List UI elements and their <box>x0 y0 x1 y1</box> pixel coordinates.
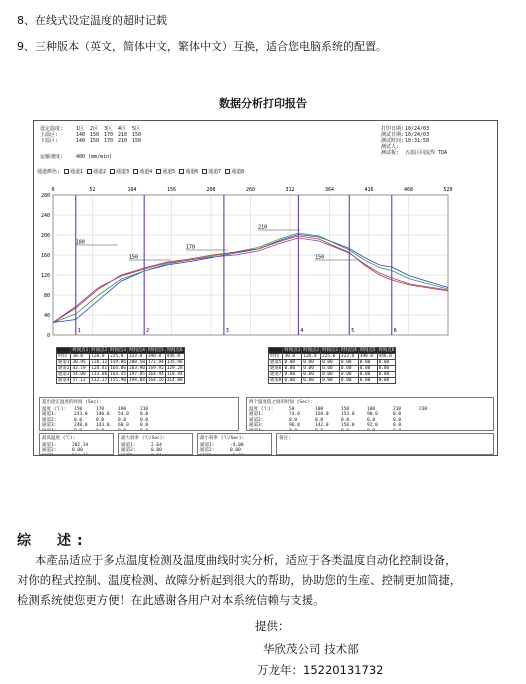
table-header-cell: 时间点2 <box>91 348 108 353</box>
stats-cell <box>140 429 162 431</box>
param-row <box>40 138 146 144</box>
param-label: 设定温度: <box>40 126 64 132</box>
table-cell: 390.0 <box>358 354 377 360</box>
table-cell: 197.85 <box>129 372 145 377</box>
summary-section <box>17 530 89 550</box>
meta-label: 测试日期: <box>381 132 405 138</box>
table-cell: 133.88 <box>91 372 108 377</box>
table-cell: 30.0 <box>71 354 90 360</box>
table-cell: 57.12 <box>71 378 90 384</box>
stats-cell <box>341 429 367 431</box>
stats-header-cell: 190 <box>118 406 127 412</box>
stats-header-cell: 180 <box>367 406 376 412</box>
stats-cell: 248.0 <box>74 423 88 429</box>
channel-checkbox <box>87 169 92 174</box>
table-header-cell: 时间点5 <box>147 348 164 353</box>
feature-item-8: 8、在线式设定温度的超时记载 <box>17 14 167 27</box>
table-cell: 0.00 <box>358 360 377 366</box>
param-value: 150 <box>132 132 142 138</box>
y-tick-label: 0 <box>46 333 50 339</box>
channel-checkbox-item <box>64 169 83 175</box>
table-cell: 30.0 <box>283 354 302 360</box>
stats-cell <box>249 429 289 431</box>
y-tick-label: 200 <box>40 233 50 239</box>
stats-cell: 92.0 <box>367 423 378 429</box>
table-cell: 120.0 <box>302 354 321 360</box>
x-tick-label: 52 <box>89 187 96 193</box>
table-cell: 通道1 <box>58 360 70 365</box>
stats-cell: 54.0 <box>118 412 129 418</box>
stats-cell: 0.0 <box>315 417 324 423</box>
threshold-label: 150 <box>128 254 138 261</box>
table-cell: 0.00 <box>302 378 321 384</box>
table-cell: 155.90 <box>110 378 127 383</box>
stats-cell: 0.00 <box>151 448 162 454</box>
stats-cell: 143.0 <box>96 423 110 429</box>
table-cell: 132.27 <box>91 378 108 383</box>
table-cell: 323.0 <box>339 354 358 360</box>
stats-cell: 96.0 <box>289 423 300 429</box>
stats-box <box>197 433 272 455</box>
channel-name: 通道3 <box>116 169 130 175</box>
time-marker-label: 4 <box>300 328 304 334</box>
time-marker-label: 2 <box>146 328 150 334</box>
table-cell: 42.19 <box>71 366 90 372</box>
stats-cell: 0.0 <box>74 417 83 423</box>
stats-cell: 0.0 <box>140 412 149 418</box>
stats-row <box>42 429 236 431</box>
param-value: 5区 <box>132 126 141 132</box>
stats-box <box>246 397 494 431</box>
table-cell: 390.0 <box>146 354 165 360</box>
x-tick-label: 104 <box>127 187 137 193</box>
threshold-label: 210 <box>258 224 268 231</box>
stats-cell <box>315 429 341 431</box>
stats-header-cell: 150 <box>341 406 350 412</box>
param-value: 140 <box>76 138 86 144</box>
channel-name: 通道1 <box>70 169 84 175</box>
summary-paragraph-2: 对你的程式控制、温度检测、故障分析起到很大的帮助，协助您的生産、控制更加简捷， <box>17 573 462 587</box>
stats-cell: 通道2: <box>42 448 57 454</box>
channel-name: 通道8 <box>231 169 245 175</box>
meta-value: 10:31:58 <box>405 138 430 144</box>
stats-box-title: 超出指定温度的时间 (Sec): <box>42 400 102 405</box>
channel-checkbox <box>202 169 207 174</box>
stats-header-cell: 温度 (℃): <box>42 406 67 412</box>
table-cell: 225.0 <box>321 354 340 360</box>
stats-cell <box>74 429 96 431</box>
meta-value: 10/24/03 <box>405 132 430 138</box>
table-cell: 194.04 <box>129 378 145 383</box>
table-cell: 0.00 <box>283 378 302 384</box>
meta-row <box>381 150 447 156</box>
stats-cell <box>289 429 315 431</box>
stats-cell: 2.64 <box>151 442 162 448</box>
table-cell: 323.0 <box>128 354 147 360</box>
stats-cell: 243.0 <box>74 412 88 418</box>
table-cell: 通道6 <box>270 366 282 371</box>
table-header-cell: 时间点2 <box>303 348 320 353</box>
param-value: 140 <box>76 132 86 138</box>
param-value: 3区 <box>104 126 113 132</box>
table-cell: 54.00 <box>71 372 90 378</box>
stats-cell: 通道1: <box>249 412 264 418</box>
x-tick-label: 416 <box>364 187 374 193</box>
param-value: 2区 <box>90 126 99 132</box>
stats-header-cell: 50 <box>289 406 295 412</box>
stats-cell <box>200 454 230 455</box>
table-cell: 0.00 <box>358 372 377 378</box>
speed-label: 运输速度: <box>40 154 64 160</box>
stats-cell: 0.00 <box>72 448 83 454</box>
table-cell: 446.0 <box>377 354 396 360</box>
meta-label: 测试板: <box>381 150 400 156</box>
stats-cell: 通道1: <box>42 442 57 448</box>
y-tick-label: 40 <box>43 313 50 319</box>
table-cell: 通道7 <box>270 372 282 377</box>
table-header-cell: 时间点5 <box>359 348 376 353</box>
stats-cell: 142.0 <box>315 423 329 429</box>
stats-cell: 通道2: <box>200 448 215 454</box>
table-cell: 159.86 <box>110 360 127 365</box>
table-row <box>269 378 396 384</box>
stats-cell <box>42 454 72 455</box>
threshold-label: 170 <box>185 244 195 251</box>
stats-header-cell: 150 <box>74 406 83 412</box>
stats-cell: 通道1: <box>121 442 136 448</box>
param-value: 210 <box>118 138 128 144</box>
meta-value: 五温区回流焊 TDA <box>405 150 448 156</box>
x-tick-label: 312 <box>285 187 295 193</box>
stats-cell: 150.0 <box>315 412 329 418</box>
param-value: 150 <box>132 138 142 144</box>
stats-cell: 0.0 <box>341 417 350 423</box>
stats-row <box>42 454 111 455</box>
channel-checkbox <box>133 169 138 174</box>
x-tick-label: 208 <box>206 187 216 193</box>
table-cell: 120.0 <box>90 354 109 360</box>
time-marker-label: 6 <box>393 328 397 334</box>
stats-cell <box>393 429 419 431</box>
contact-line: 万龙年：15220131732 <box>257 663 384 677</box>
stats-cell <box>42 429 74 431</box>
table-header-cell: 时间点6 <box>166 348 183 353</box>
table-cell: 30.95 <box>71 360 90 366</box>
table-cell: 169.92 <box>147 366 164 371</box>
table-cell: 0.00 <box>321 366 340 372</box>
table-cell: 129.28 <box>166 366 183 371</box>
stats-cell: 202.34 <box>72 442 89 448</box>
channel-checkbox <box>64 169 69 174</box>
time-marker-label: 3 <box>225 328 229 334</box>
x-tick-label: 156 <box>166 187 177 193</box>
stats-cell: 0.0 <box>140 423 149 429</box>
stats-cell: 74.0 <box>289 412 300 418</box>
table-header-cell: 时间点3 <box>110 348 126 353</box>
stats-cell: 90.0 <box>367 412 378 418</box>
stats-cell <box>96 429 118 431</box>
stats-box <box>276 433 494 455</box>
table-cell: 164.06 <box>110 366 127 371</box>
table-row <box>57 378 185 384</box>
table-cell: 通道3 <box>58 372 70 377</box>
table-cell: 0.00 <box>302 372 321 378</box>
table-cell: 0.00 <box>339 360 358 366</box>
y-tick-label: 160 <box>40 253 50 259</box>
channel-name: 通道5 <box>162 169 176 175</box>
provider-label: 提供： <box>255 619 290 633</box>
table-cell: 通道4 <box>58 378 70 383</box>
stats-box-title: 最小斜率 (℃/Sec): <box>200 436 245 441</box>
channel-checkbox-item <box>179 169 198 175</box>
stats-cell <box>121 454 151 455</box>
table-cell: 0.00 <box>283 366 302 372</box>
meta-label: 测试人: <box>381 144 400 150</box>
stats-cell: 156.0 <box>341 423 355 429</box>
feature-item-9: 9、三种版本（英文，简体中文，繁体中文）互换，适合您电脑系统的配置。 <box>17 40 387 53</box>
table-cell: 0.00 <box>377 366 396 372</box>
channel-legend <box>37 169 248 175</box>
channel-name: 通道4 <box>139 169 153 175</box>
table-cell: 0.00 <box>302 366 321 372</box>
table-cell: 0.00 <box>377 378 396 384</box>
param-label: 下温区: <box>40 138 59 144</box>
channel-checkbox-item <box>133 169 152 175</box>
time-marker-label: 5 <box>351 328 355 334</box>
channel-checkbox <box>110 169 115 174</box>
table-cell: 通道5 <box>270 360 282 365</box>
channel-name: 通道6 <box>185 169 199 175</box>
time-marker-label: 1 <box>77 328 81 334</box>
table-cell: 0.00 <box>339 366 358 372</box>
x-tick-label: 0 <box>51 187 55 193</box>
speed-row <box>40 154 112 160</box>
table-cell: 114.08 <box>166 378 183 383</box>
param-value: 210 <box>118 132 128 138</box>
x-tick-label: 364 <box>324 187 335 193</box>
stats-header-cell: 100 <box>315 406 324 412</box>
temperature-chart <box>34 183 497 347</box>
summary-heading: 综 述: <box>17 533 89 549</box>
x-tick-label: 520 <box>443 187 453 193</box>
table-cell: 通道8 <box>270 378 282 383</box>
y-tick-label: 120 <box>40 273 50 279</box>
stats-cell <box>230 454 260 455</box>
table-cell: 0.00 <box>358 378 377 384</box>
stats-box-title: 最大斜率 (℃/Sec): <box>121 436 166 441</box>
table-header-cell: 时间点6 <box>378 348 395 353</box>
report-sheet <box>33 120 498 456</box>
stats-cell: 通道3: <box>42 423 57 429</box>
table-header-cell: 时间点4 <box>129 348 145 353</box>
channel-checkbox-item <box>225 169 244 175</box>
stats-cell: 通道1: <box>200 442 215 448</box>
stats-cell: 0.0 <box>393 412 402 418</box>
table-cell: 200.58 <box>129 360 145 365</box>
param-label: 上温区: <box>40 132 59 138</box>
channel-checkbox-item <box>156 169 175 175</box>
stats-row <box>200 454 269 455</box>
stats-cell <box>72 454 102 455</box>
stats-header-cell: 温度 (℃): <box>249 406 274 412</box>
data-table <box>56 347 185 384</box>
table-cell: 172.94 <box>147 360 164 365</box>
channel-name: 通道7 <box>208 169 222 175</box>
company-name: 华欣茂公司 技术部 <box>263 642 359 656</box>
param-value: 170 <box>104 132 114 138</box>
table-cell: 203.90 <box>129 366 145 371</box>
stats-header-cell: 230 <box>419 406 428 412</box>
x-tick-label: 260 <box>245 187 256 193</box>
table-cell: 110.44 <box>166 372 183 377</box>
report-title: 数据分析打印报告 <box>219 97 307 110</box>
stats-box-title: 备注: <box>279 436 291 441</box>
stats-cell: -4.00 <box>230 442 244 448</box>
stats-cell: 0.00 <box>230 448 241 454</box>
table-cell: 0.00 <box>302 360 321 366</box>
threshold-label: 150 <box>315 254 325 261</box>
stats-box <box>118 433 193 455</box>
table-header-cell: 时间点3 <box>322 348 338 353</box>
y-tick-label: 280 <box>40 193 50 199</box>
y-tick-label: 240 <box>40 213 50 219</box>
stats-row <box>121 454 190 455</box>
stats-box <box>39 397 239 431</box>
stats-header-cell: 170 <box>96 406 105 412</box>
table-cell: 通道2 <box>58 366 70 371</box>
param-value: 170 <box>104 138 114 144</box>
stats-header-cell: 210 <box>140 406 149 412</box>
stats-cell: 60.0 <box>118 423 129 429</box>
stats-box-title: 最高温度 (℃): <box>42 436 76 441</box>
channel-checkbox <box>179 169 184 174</box>
table-cell: 135.96 <box>166 360 183 365</box>
stats-cell: 通道2: <box>42 417 57 423</box>
stats-cell: 通道2: <box>249 417 264 423</box>
stats-cell <box>151 454 181 455</box>
table-header-cell: 时间点1 <box>72 348 89 353</box>
table-cell: 0.00 <box>321 360 340 366</box>
meta-value: 10/24/03 <box>405 126 430 132</box>
stats-cell <box>367 429 393 431</box>
table-cell: 0.00 <box>377 372 396 378</box>
table-cell: 128.12 <box>91 360 108 365</box>
table-cell: 时间 <box>57 354 71 360</box>
stats-cell: 0.0 <box>393 417 402 423</box>
param-value: 150 <box>90 138 100 144</box>
table-cell: 164.94 <box>147 372 164 377</box>
channel-checkbox-item <box>202 169 221 175</box>
x-tick-label: 468 <box>403 187 414 193</box>
table-cell: 164.16 <box>147 378 164 383</box>
stats-cell: 0.0 <box>393 423 402 429</box>
stats-header-cell: 210 <box>393 406 402 412</box>
table-cell: 164.45 <box>110 372 127 377</box>
threshold-label: 180 <box>75 239 85 246</box>
table-cell: 0.00 <box>321 372 340 378</box>
table-cell: 时间 <box>269 354 283 360</box>
table-cell: 0.00 <box>339 372 358 378</box>
y-tick-label: 80 <box>43 293 50 299</box>
summary-paragraph-3: 检测系统使您更方便！在此感谢各用户对本系统信赖与支援。 <box>17 593 325 607</box>
table-cell: 0.00 <box>377 360 396 366</box>
meta-label: 打印日期: <box>381 126 405 132</box>
stats-cell: 通道2: <box>121 448 136 454</box>
channel-name: 通道2 <box>93 169 107 175</box>
table-cell: 225.0 <box>109 354 128 360</box>
param-value: 150 <box>90 132 100 138</box>
stats-cell: 0.0 <box>289 417 298 423</box>
stats-cell: 0.0 <box>140 417 149 423</box>
channel-checkbox <box>156 169 161 174</box>
data-table <box>268 347 396 384</box>
table-cell: 446.0 <box>165 354 184 360</box>
channel-checkbox <box>225 169 230 174</box>
stats-cell <box>118 429 140 431</box>
stats-row <box>249 429 491 431</box>
meta-label: 测试时间: <box>381 138 405 144</box>
channel-checkbox-item <box>110 169 129 175</box>
table-cell: 0.00 <box>283 372 302 378</box>
table-cell: 0.00 <box>339 378 358 384</box>
table-cell: 0.00 <box>358 366 377 372</box>
stats-cell: 通道3: <box>249 423 264 429</box>
table-header-cell: 时间点1 <box>284 348 301 353</box>
stats-cell: 0.0 <box>367 417 376 423</box>
speed-value: 480 (mm/min) <box>76 154 113 160</box>
param-value: 1区 <box>76 126 85 132</box>
table-cell: 0.00 <box>283 360 302 366</box>
stats-cell: 通道1: <box>42 412 57 418</box>
stats-box <box>39 433 114 455</box>
stats-cell: 153.0 <box>341 412 355 418</box>
stats-box-title: 两个温度值之间的时间 (Sec): <box>249 400 313 405</box>
channel-legend-label: 通道颜色: <box>37 169 61 175</box>
stats-cell: 0.0 <box>118 417 127 423</box>
param-value: 4区 <box>118 126 127 132</box>
stats-cell: 0.0 <box>96 417 105 423</box>
table-header-cell: 时间点4 <box>340 348 357 353</box>
table-cell: 0.00 <box>321 378 340 384</box>
stats-cell: 140.0 <box>96 412 110 418</box>
table-cell: 128.41 <box>91 366 108 371</box>
channel-checkbox-item <box>87 169 106 175</box>
summary-paragraph-1: 本產品适应于多点温度检测及温度曲线时实分析，适应于各类温度自动化控制设备， <box>35 553 457 567</box>
